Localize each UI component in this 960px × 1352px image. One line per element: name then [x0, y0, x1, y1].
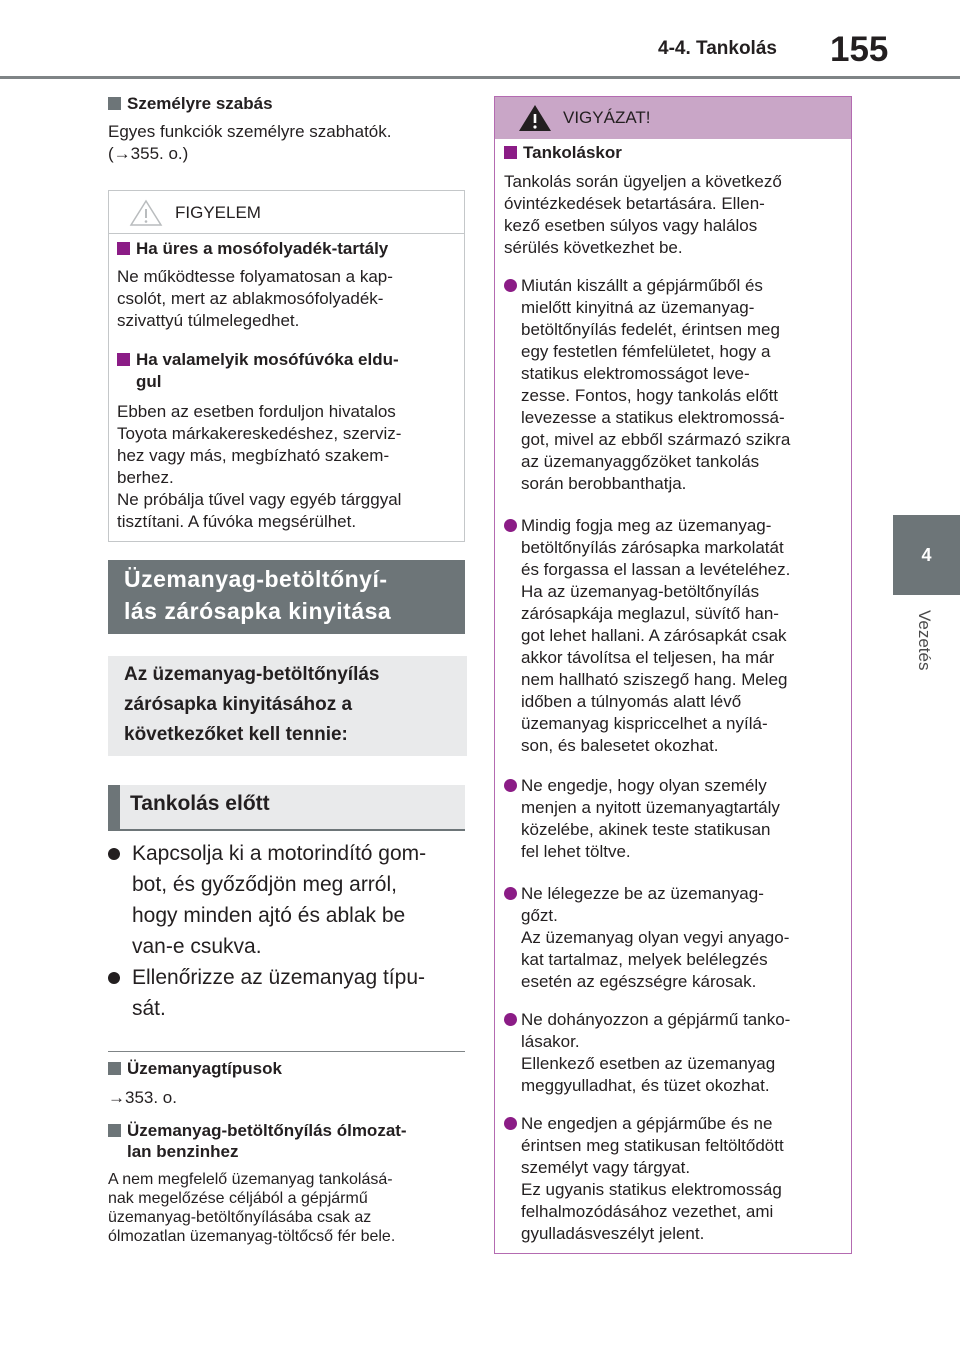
text-line: gyulladásveszélyt jelent.	[521, 1224, 705, 1243]
text-line: menjen a nyitott üzemanyagtartály	[521, 798, 780, 817]
text-line: Ellenőrizze az üzemanyag típu-	[132, 966, 425, 989]
bullet-dot-icon	[108, 848, 120, 860]
text-line: meggyulladhat, és tüzet okozhat.	[521, 1076, 770, 1095]
notice-subheading	[117, 349, 457, 393]
text-line: Tankolás során ügyeljen a következő	[504, 172, 782, 191]
square-bullet-icon	[108, 1124, 121, 1137]
text-line: Mindig fogja meg az üzemanyag-	[521, 516, 772, 535]
warning-title: VIGYÁZAT!	[563, 108, 651, 127]
text-line: got lehet hallani. A zárósapkát csak	[521, 626, 787, 645]
text-line: got, mivel az ebből származó szikra	[521, 430, 791, 449]
subsection-title: Tankolás előtt	[130, 792, 270, 815]
text-line: Az üzemanyag olyan vegyi anyago-	[521, 928, 790, 947]
bullet-dot-icon	[504, 887, 517, 900]
warning-item	[504, 275, 844, 495]
text-line: érintsen meg statikusan feltöltődött	[521, 1136, 784, 1155]
text-line: Egyes funkciók személyre szabhatók.	[108, 122, 392, 141]
text-line: időben a túlnyomás alatt lévő	[521, 692, 742, 711]
text-line: közelébe, akinek teste statikusan	[521, 820, 771, 839]
notice-subheading-text: gul	[136, 372, 162, 391]
notice-title: FIGYELEM	[175, 203, 261, 222]
text-line: felhalmozódásához vezethet, ami	[521, 1202, 774, 1221]
text-line: sát.	[132, 997, 166, 1020]
text-line: Ne engedje, hogy olyan személy	[521, 776, 767, 795]
caution-icon	[129, 199, 163, 227]
warning-box	[494, 96, 852, 1254]
text-line: Ne lélegezze be az üzemanyag-	[521, 884, 764, 903]
notice-paragraph	[117, 401, 457, 533]
text-line: Ne működtesse folyamatosan a kap-	[117, 267, 393, 286]
text-line: és forgassa el lassan a levételéhez.	[521, 560, 791, 579]
text-line: Ne próbálja tűvel vagy egyéb tárggyal	[117, 490, 402, 509]
text-line: tisztítani. A fúvóka megsérülhet.	[117, 512, 357, 531]
text-line: Ellenkező esetben az üzemanyag	[521, 1054, 776, 1073]
text-line: az üzemanyaggőzöket tankolás	[521, 452, 760, 471]
page-reference[interactable]: (→355. o.)	[108, 144, 189, 163]
warning-header	[495, 97, 851, 139]
text-line: gőzt.	[521, 906, 558, 925]
text-line: hez vagy más, megbízható szakem-	[117, 446, 390, 465]
square-bullet-icon	[108, 1062, 121, 1075]
text-line: statikus elektromosságot leve-	[521, 364, 750, 383]
warning-item	[504, 515, 844, 757]
chapter-label-text: Vezetés	[915, 610, 934, 671]
instruction-box	[108, 656, 467, 756]
bullet-dot-icon	[504, 519, 517, 532]
text-line: személyt vagy tárgyat.	[521, 1158, 691, 1177]
bullet-dot-icon	[504, 779, 517, 792]
section-banner-line: lás zárósapka kinyitása	[124, 598, 392, 624]
bullet-dot-icon	[108, 972, 120, 984]
fuel-types-heading	[108, 1059, 282, 1079]
text-line: kat tartalmaz, melyek belélegzés	[521, 950, 768, 969]
text-line: során berobbanthatja.	[521, 474, 687, 493]
text-line: Ne dohányozzon a gépjármű tanko-	[521, 1010, 791, 1029]
fuel-types-heading-text: Üzemanyagtípusok	[127, 1059, 282, 1078]
text-line: mielőtt kinyitná az üzemanyag-	[521, 298, 755, 317]
page-reference[interactable]: →353. o.	[108, 1088, 177, 1107]
section-title: 4-4. Tankolás	[658, 38, 777, 59]
text-line: betöltőnyílás fedelét, érintsen meg	[521, 320, 780, 339]
notice-header	[109, 191, 464, 234]
text-line: esetén az egészségre károsak.	[521, 972, 757, 991]
warning-intro	[504, 171, 849, 259]
warning-subheading	[504, 143, 622, 163]
unleaded-paragraph	[108, 1170, 470, 1246]
text-line: fel lehet töltve.	[521, 842, 631, 861]
text-line: egy festetlen fémfelületet, hogy a	[521, 342, 771, 361]
warning-icon	[517, 103, 553, 133]
personalize-heading	[108, 94, 273, 114]
unleaded-heading-text: Üzemanyag-betöltőnyílás ólmozat-	[127, 1121, 407, 1140]
text-line: A nem megfelelő üzemanyag tankolásá-	[108, 1171, 393, 1188]
text-line: zárósapkája meglazul, süvítő han-	[521, 604, 779, 623]
square-bullet-icon	[504, 146, 517, 159]
text-line: szivattyú túlmelegedhet.	[117, 311, 300, 330]
text-line: ólmozatlan üzemanyag-töltőcső fér bele.	[108, 1228, 396, 1245]
notice-subheading-text: Ha üres a mosófolyadék-tartály	[136, 239, 389, 258]
page-number: 155	[830, 30, 889, 69]
warning-subheading-text: Tankoláskor	[523, 143, 622, 162]
square-bullet-icon	[117, 242, 130, 255]
notice-subheading-text: Ha valamelyik mosófúvóka eldu-	[136, 350, 399, 369]
bullet-dot-icon	[504, 1013, 517, 1026]
square-bullet-icon	[108, 97, 121, 110]
notice-paragraph	[117, 266, 457, 332]
warning-item	[504, 1009, 844, 1097]
text-line: üzemanyag kispriccelhet a nyílá-	[521, 714, 768, 733]
text-line: nak megelőzése céljából a gépjármű	[108, 1190, 368, 1207]
warning-item	[504, 1113, 844, 1245]
square-bullet-icon	[117, 353, 130, 366]
instruction-line: következőket kell tennie:	[124, 724, 348, 745]
text-line: levezesse a statikus elektromossá-	[521, 408, 785, 427]
bullet-dot-icon	[504, 1117, 517, 1130]
text-line: Ne engedjen a gépjárműbe és ne	[521, 1114, 773, 1133]
text-line: nem hallható sziszegő hang. Meleg	[521, 670, 788, 689]
banner-accent-bar	[108, 785, 120, 829]
chapter-tab[interactable]: 4	[893, 515, 960, 595]
personalize-heading-text: Személyre szabás	[127, 94, 273, 113]
text-line: betöltőnyílás zárósapka markolatát	[521, 538, 784, 557]
text-line: akkor távolítsa el teljesen, ha már	[521, 648, 775, 667]
text-line: Kapcsolja ki a motorindító gom-	[132, 842, 427, 865]
text-line: Ha az üzemanyag-betöltőnyílás	[521, 582, 760, 601]
warning-item	[504, 883, 844, 993]
text-line: bot, és győződjön meg arról,	[132, 873, 397, 896]
text-line: Toyota márkakereskedéshez, szerviz-	[117, 424, 402, 443]
subsection-banner	[108, 785, 465, 831]
bullet-dot-icon	[504, 279, 517, 292]
text-line: Miután kiszállt a gépjárműből és	[521, 276, 763, 295]
text-line: zesse. Fontos, hogy tankolás előtt	[521, 386, 779, 405]
unleaded-heading	[108, 1120, 468, 1162]
unleaded-heading-text: lan benzinhez	[127, 1142, 239, 1161]
text-line: óvintézkedések betartására. Ellen-	[504, 194, 765, 213]
text-line: son, és balesetet okozhat.	[521, 736, 719, 755]
text-line: csolót, mert az ablakmosófolyadék-	[117, 289, 384, 308]
list-item	[108, 962, 468, 1024]
text-line: üzemanyag-betöltőnyílásába csak az	[108, 1209, 372, 1226]
section-banner	[108, 560, 465, 634]
warning-item	[504, 775, 844, 863]
text-line: lásakor.	[521, 1032, 580, 1051]
instruction-line: Az üzemanyag-betöltőnyílás	[124, 664, 380, 685]
text-line: van-e csukva.	[132, 935, 262, 958]
chapter-label	[906, 610, 946, 700]
header-rule	[0, 76, 960, 79]
text-line: hogy minden ajtó és ablak be	[132, 904, 406, 927]
list-item	[108, 838, 468, 962]
text-line: Ez ugyanis statikus elektromosság	[521, 1180, 782, 1199]
text-line: kező esetben súlyos vagy halálos	[504, 216, 758, 235]
text-line: sérülés következhet be.	[504, 238, 683, 257]
instruction-line: zárósapka kinyitásához a	[124, 694, 353, 715]
notice-box	[108, 190, 465, 542]
section-banner-line: Üzemanyag-betöltőnyí-	[124, 566, 388, 592]
divider	[108, 1051, 465, 1052]
text-line: berhez.	[117, 468, 174, 487]
text-line: Ebben az esetben forduljon hivatalos	[117, 402, 396, 421]
personalize-text	[108, 121, 468, 165]
notice-subheading	[117, 239, 457, 259]
